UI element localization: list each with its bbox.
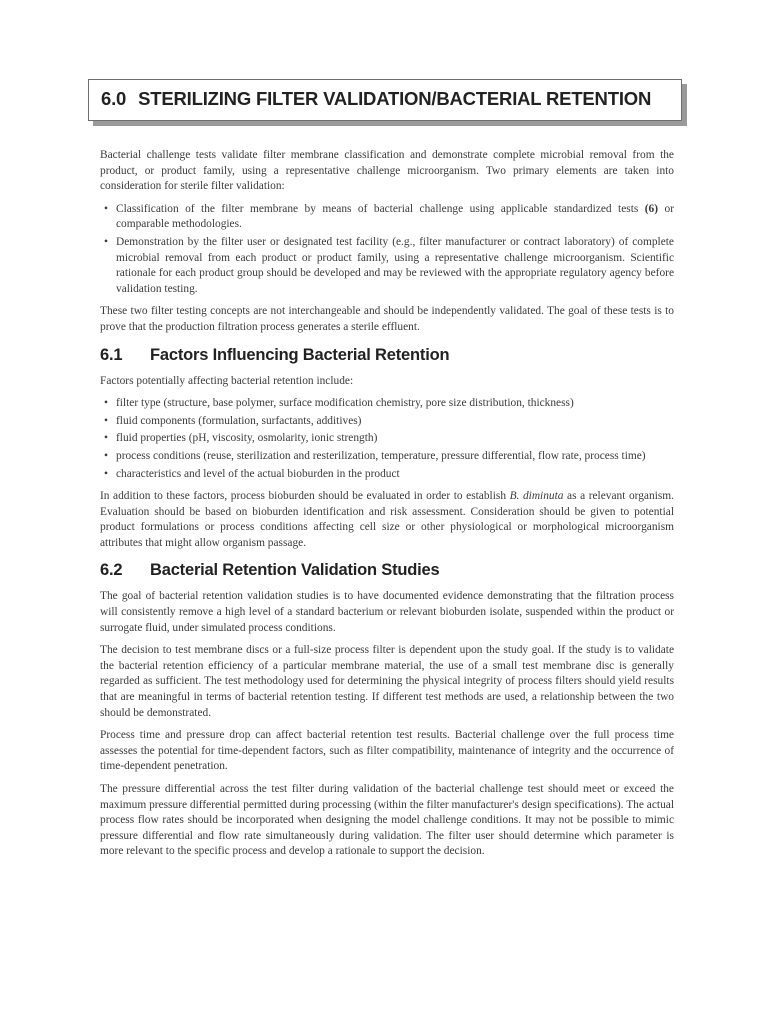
intro-bullet-list: [100, 202, 674, 298]
section-6-1-number: 6.1: [100, 345, 123, 364]
intro-paragraph-2: These two filter testing concepts are not interchangeable and should be independently validated. The goal of these tests is to prove that the production filtration process generates a sterile effluent.: [100, 305, 674, 333]
organism-name: B. diminuta: [509, 490, 564, 503]
section-6-1-paragraph: [100, 489, 674, 551]
section-6-2-paragraph: The goal of bacterial retention validation studies is to have documented evidence demonstrating that the filtration process will consistently remove a high level of a standard bacterium or relevant bioburden isolate, suspended within the product or surrogate fluid, under simulated process conditions.: [100, 590, 674, 634]
factor-item: • filter type (structure, base polymer, surface modification chemistry, pore size distribution, thickness): [100, 396, 674, 412]
factor-item: • fluid components (formulation, surfactants, additives): [100, 414, 674, 430]
chapter-number: 6.0: [101, 88, 127, 109]
chapter-title-text: STERILIZING FILTER VALIDATION/BACTERIAL RETENTION: [138, 88, 652, 109]
section-6-2-number: 6.2: [100, 561, 123, 580]
section-6-2-title: Bacterial Retention Validation Studies: [150, 561, 440, 580]
section-6-1-heading: [100, 346, 674, 365]
factor-item: • process conditions (reuse, sterilization and resterilization, temperature, pressure differential, flow rate, process time): [100, 449, 674, 465]
section-6-2-paragraph: The pressure differential across the test filter during validation of the bacterial challenge test should meet or exceed the maximum pressure differential permitted during processing (within the filter manufacturer's design specifications). The actual process flow rates should be incorporated when designing the model challenge conditions. It may not be possible to mimic pressure differential and flow rate simultaneously during validation. The filter user should determine which parameter is more relevant to the specific process and develop a rationale to support the decision.: [100, 783, 674, 858]
document-body: [100, 148, 674, 867]
section-6-2-paragraph: Process time and pressure drop can affect bacterial retention test results. Bacterial challenge over the full process time assesses the potential for time-dependent factors, such as filter compatibility, maintenance of integrity and the occurrence of time-dependent penetration.: [100, 729, 674, 773]
chapter-title: [101, 88, 651, 110]
factor-item: • characteristics and level of the actual bioburden in the product: [100, 467, 674, 483]
section-6-2-paragraph: The decision to test membrane discs or a full-size process filter is dependent upon the study goal. If the study is to validate the bacterial retention efficiency of a particular membrane material, the use of a small test membrane disc is generally regarded as sufficient. The test methodology used for determining the physical integrity of process filters should yield results that are meaningful in terms of bacterial retention testing. If different test methods are used, a relationship between the two should be demonstrated.: [100, 644, 674, 719]
factor-item: • fluid properties (pH, viscosity, osmolarity, ionic strength): [100, 431, 674, 447]
intro-bullet-1-text-a: Classification of the filter membrane by means of bacterial challenge using applicable standardized tests: [116, 202, 645, 215]
section-6-1-paragraph-b: as a relevant organism. Evaluation should be based on bioburden identification and risk assessment. Consideration should be given to potential product formulations or process conditions affecting cell size or other physiological or morphological microorganism attributes that might allow organism passage.: [100, 490, 674, 549]
section-6-2-heading: [100, 561, 674, 580]
chapter-title-box: [88, 79, 682, 121]
intro-bullet-2: • Demonstration by the filter user or designated test facility (e.g., filter manufacturer or contract laboratory) of complete microbial removal from each product or product family, using a representative challenge microorganism. Scientific rationale for each product group should be developed and may be reviewed with the appropriate regulatory agency before validation testing.: [100, 235, 674, 297]
section-6-1-title: Factors Influencing Bacterial Retention: [150, 345, 450, 364]
intro-bullet-1: [100, 202, 674, 233]
intro-paragraph: Bacterial challenge tests validate filter membrane classification and demonstrate complete microbial removal from the product, or product family, using a representative challenge microorganism. Two primary elements are taken into consideration for sterile filter validation:: [100, 149, 674, 193]
reference-citation: (6): [644, 202, 659, 215]
intro-bullet-1-text-b: or comparable methodologies.: [116, 202, 675, 231]
section-6-1-lead: Factors potentially affecting bacterial retention include:: [100, 374, 354, 387]
factors-bullet-list: [100, 396, 674, 482]
section-6-1-paragraph-a: In addition to these factors, process bioburden should be evaluated in order to establish: [100, 490, 510, 503]
